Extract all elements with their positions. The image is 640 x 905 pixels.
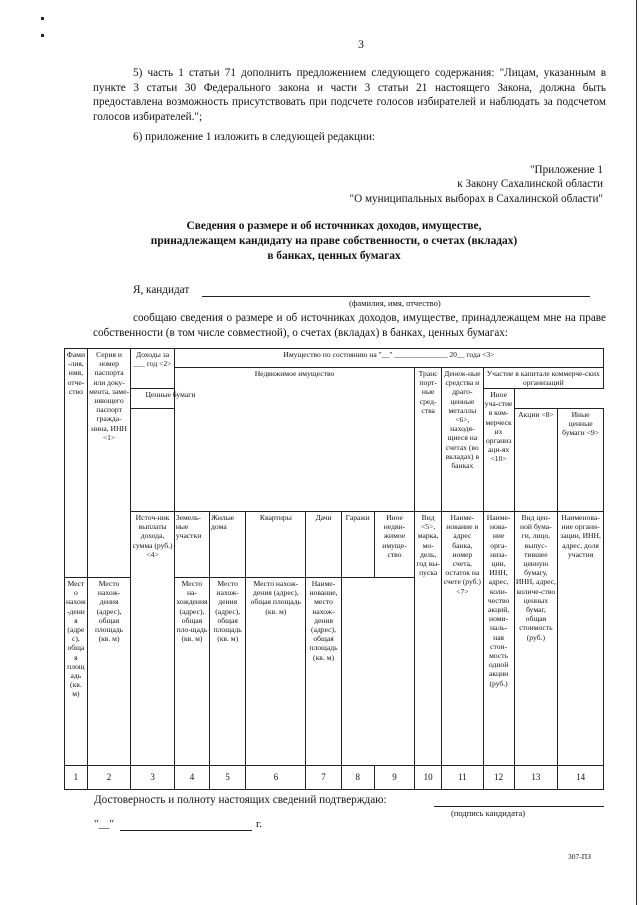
location-cell: Место нахож-дения (адрес), общая площадь (кв. м) [87,578,131,766]
other-property-header: Иное недви-жимое имуще-ство [374,512,414,578]
dachas-header: Дачи [306,512,341,578]
location-cell: Место нахож-дения (адрес), общая площадь (кв. м) [65,578,88,766]
securities-header: Ценные бумаги [131,389,210,409]
col-passport: Серия и номер паспорта или доку-мента, заме-няющего паспорт гражда-нина, ИНН <1> [87,349,131,578]
property-table [64,348,604,790]
item-5 [93,66,606,124]
column-number: 4 [174,766,209,790]
appendix-block [300,163,603,206]
col-income: Доходы за ___ год <2> [131,349,175,389]
land-header: Земель-ные участки [174,512,209,578]
blank-cell [131,409,175,512]
column-number: 12 [483,766,514,790]
apartments-header: Квартиры [246,512,306,578]
shares-header: Акции <8> [514,409,558,512]
candidate-label: Я, кандидат [133,284,190,296]
column-number: 3 [131,766,175,790]
col-fio: Фами-лия, имя, отче-ство [65,349,88,578]
title-line: принадлежащем кандидату на праве собственности, о счетах (вкладах) [150,235,518,247]
scan-mark [41,17,44,20]
org-name-cell: Наименова-ние органи-зации, ИНН, адрес, доля участия [558,512,604,766]
date-day: "__" [94,818,114,830]
column-number: 14 [558,766,604,790]
location-cell: Наиме-нование, место нахож-дения (адрес), общая площадь (кв. м) [306,578,341,766]
document-title [64,219,604,264]
column-number: 9 [374,766,414,790]
signature-line [434,806,604,807]
column-number: 2 [87,766,131,790]
income-source: Источ-ник выплаты дохода, сумма (руб.) <4> [131,512,175,766]
other-participation-header: Иное уча-стие в ком-мерческих организаци-ях <10> [483,389,514,512]
candidate-text: сообщаю сведения о размере и об источниках доходов, имуществе, принадлежащем мне на праве собственности (в том числе совместной), о счетах (вкладах) в банках, ценных бумагах: [93,312,606,339]
title-line: в банках, ценных бумагах [267,250,401,262]
real-estate-header: Недвижимое имущество [174,368,414,512]
column-number: 5 [210,766,246,790]
item-6: 6) приложение 1 изложить в следующей редакции: [133,131,376,143]
candidate-name-line [202,296,590,297]
appendix-line: к Закону Сахалинской области [457,178,603,191]
appendix-line: "О муниципальных выборах в Сахалинской области" [349,192,603,205]
candidate-caption: (фамилия, имя, отчество) [349,298,441,308]
security-type-cell: Вид цен-ной бума-ги, лицо, выпус-тившее ценную бумагу, ИНН, адрес, количе-ство ценных бумаг, общая стоимость (руб.) [514,512,558,766]
scan-edge [636,0,637,905]
footer-code: 307-ПЗ [568,852,591,861]
vehicle-cell: Вид <5>, марка, мо-дель, год вы-пуска [415,512,442,766]
page-number: 3 [358,37,364,51]
column-number: 1 [65,766,88,790]
item-5-text: 5) часть 1 статьи 71 дополнить предложением следующего содержания: "Лицам, указанным в пункте 3 статьи 30 Федерального закона и части 3 статьи 21 настоящего Закона, должна быть предоставлена возможность присутствовать при подсчете голосов избирателей и наблюдать за подсчетом голосов избирателей."; [93,67,606,123]
title-line: Сведения о размере и об источниках доходов, имуществе, [186,220,482,232]
bank-cell: Наиме-нование и адрес банка, номер счета, остаток на счете (руб.) <7> [442,512,483,766]
date-year-suffix: г. [256,818,263,830]
houses-header: Жилые дома [210,512,246,578]
confirm-text: Достоверность и полноту настоящих сведений подтверждаю: [94,794,387,806]
scan-mark [41,34,44,37]
other-securities-header: Иные ценные бумаги <9> [558,409,604,512]
column-number: 13 [514,766,558,790]
transport-header: Транс порт-ные сред-ства [415,368,442,512]
location-cell: Место нахож-дения (адрес), общая площадь (кв. м) [246,578,306,766]
signature-caption: (подпись кандидата) [451,808,526,818]
participation-header: Участие в капитале коммерче-ских организаций [483,368,603,389]
column-number: 6 [246,766,306,790]
column-number: 7 [306,766,341,790]
column-number: 11 [442,766,483,790]
date-line [120,830,252,831]
garages-header: Гаражи [341,512,374,578]
cash-header: Денеж-ные средства и драго-ценные металлы <6>, находя-щиеся на счетах (во вкладах) в банках [442,368,483,512]
property-header: Имущество по состоянию на "__" ______________ 20__ года <3> [174,349,603,368]
location-cell: Место нахож-дения (адрес), общая площадь (кв. м) [210,578,246,766]
appendix-line: "Приложение 1 [529,164,603,176]
column-number: 8 [341,766,374,790]
column-number: 10 [415,766,442,790]
org-cell: Наиме-нова-ние орга-низа-ции, ИНН, адрес, коли-чество акций, номи-наль-ная стои-мость одной акции (руб.) [483,512,514,766]
location-cell: Место на-хождения (адрес), общая пло-щадь (кв. м) [174,578,209,766]
